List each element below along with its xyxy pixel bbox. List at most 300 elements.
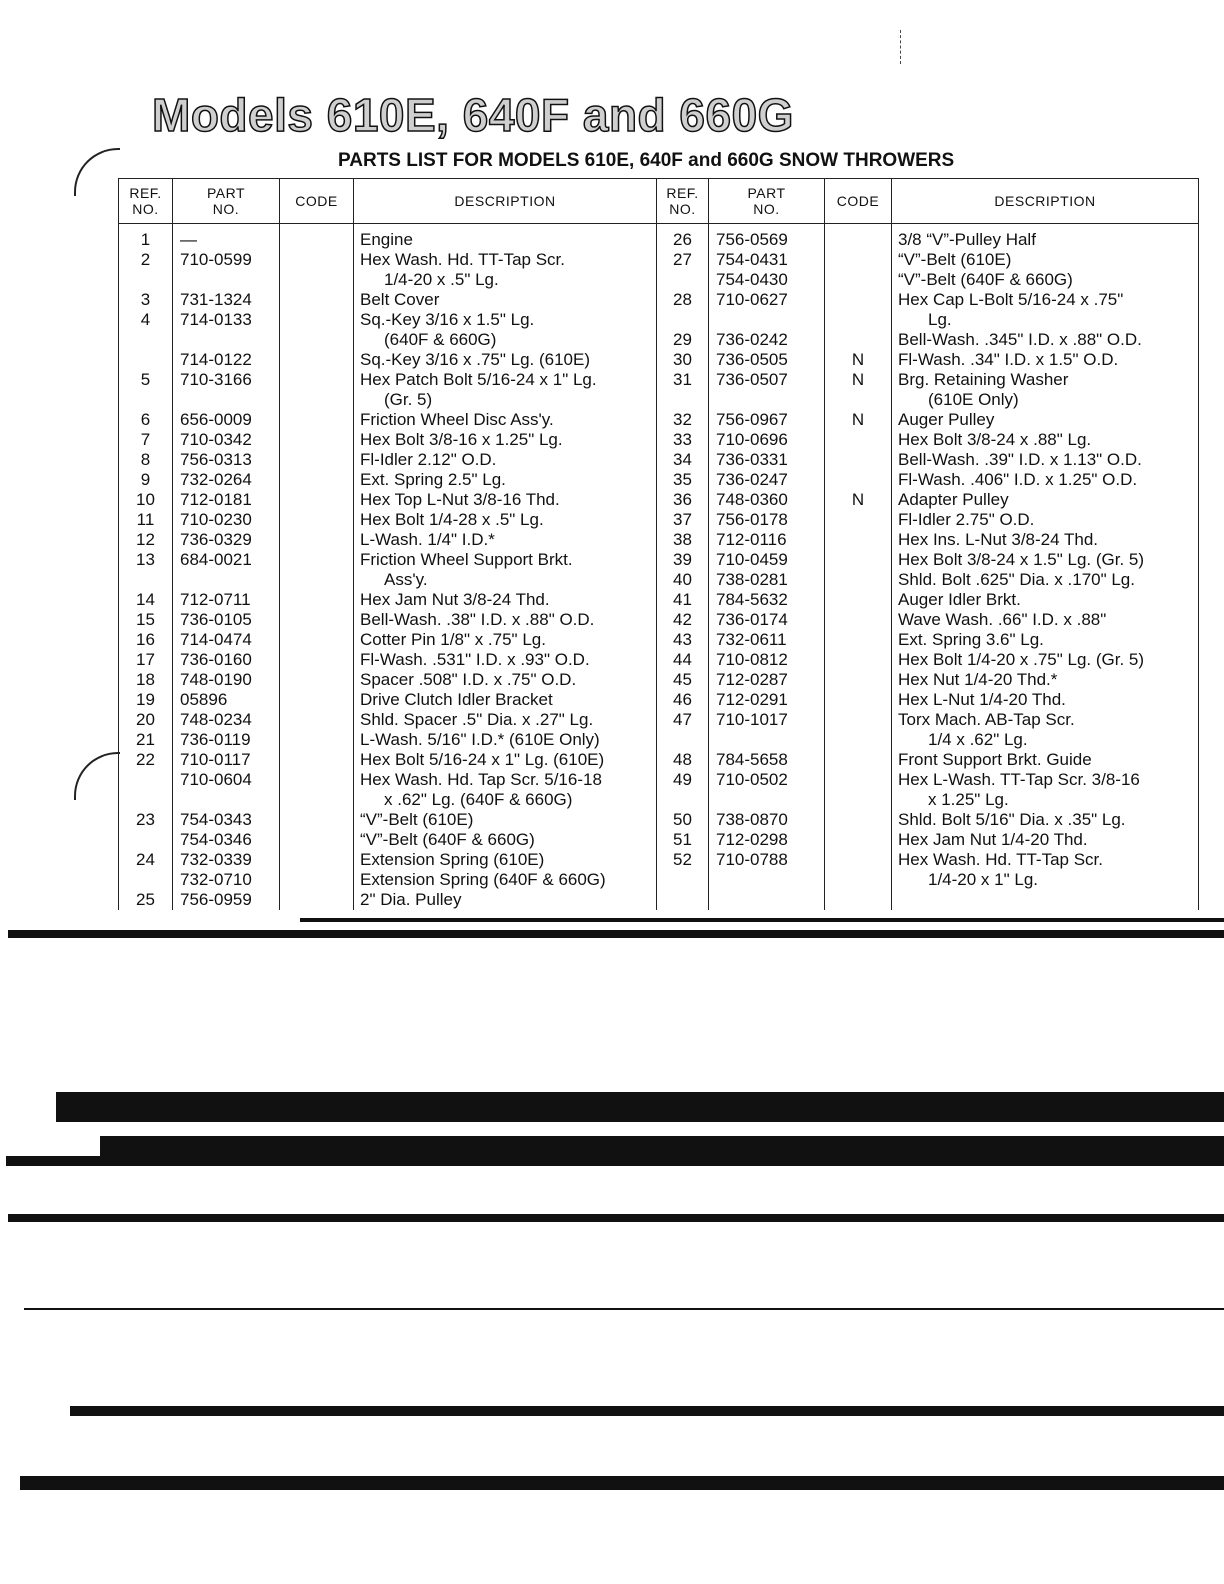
description-cell: Hex Nut 1/4-20 Thd.* <box>892 670 1199 690</box>
ref-no-cell: 3 <box>119 290 173 310</box>
code-cell <box>825 710 892 730</box>
parts-list-subtitle: PARTS LIST FOR MODELS 610E, 640F and 660G SNOW THROWERS <box>338 150 955 171</box>
code-cell <box>280 290 354 310</box>
ref-no-cell: 32 <box>657 410 709 430</box>
description-cell: Fl-Wash. .406" I.D. x 1.25" O.D. <box>892 470 1199 490</box>
description-cell: Shld. Bolt .625" Dia. x .170" Lg. <box>892 570 1199 590</box>
description-cell: Hex Bolt 3/8-24 x 1.5" Lg. (Gr. 5) <box>892 550 1199 570</box>
part-no-cell: 710-0627 <box>709 290 825 310</box>
scan-rule <box>100 1136 1224 1156</box>
code-cell <box>280 590 354 610</box>
code-cell <box>825 470 892 490</box>
code-cell <box>825 610 892 630</box>
part-no-cell <box>173 390 280 410</box>
ref-no-cell: 9 <box>119 470 173 490</box>
part-no-cell <box>709 790 825 810</box>
part-no-cell: 736-0331 <box>709 450 825 470</box>
code-cell <box>825 450 892 470</box>
code-cell <box>280 790 354 810</box>
ref-no-cell: 43 <box>657 630 709 650</box>
description-cell: (610E Only) <box>892 390 1199 410</box>
part-no-cell: 756-0313 <box>173 450 280 470</box>
code-cell <box>280 330 354 350</box>
part-no-cell: 710-3166 <box>173 370 280 390</box>
ref-no-cell: 33 <box>657 430 709 450</box>
code-cell <box>825 750 892 770</box>
code-cell <box>280 870 354 890</box>
ref-no-cell: 16 <box>119 630 173 650</box>
code-cell <box>825 790 892 810</box>
code-cell <box>280 850 354 870</box>
table-row <box>119 770 1199 790</box>
part-no-cell: 710-0788 <box>709 850 825 870</box>
table-row <box>119 470 1199 490</box>
table-row <box>119 830 1199 850</box>
ref-no-cell: 34 <box>657 450 709 470</box>
description-cell: 1/4-20 x 1" Lg. <box>892 870 1199 890</box>
code-cell <box>825 550 892 570</box>
part-no-cell: 736-0329 <box>173 530 280 550</box>
description-cell: x .62" Lg. (640F & 660G) <box>354 790 657 810</box>
part-no-cell: 656-0009 <box>173 410 280 430</box>
part-no-cell: 736-0160 <box>173 650 280 670</box>
ref-no-cell <box>657 730 709 750</box>
ref-no-cell: 36 <box>657 490 709 510</box>
description-cell: Hex Ins. L-Nut 3/8-24 Thd. <box>892 530 1199 550</box>
description-cell: Hex L-Nut 1/4-20 Thd. <box>892 690 1199 710</box>
code-cell <box>280 630 354 650</box>
part-no-cell: 714-0122 <box>173 350 280 370</box>
ref-no-cell <box>657 270 709 290</box>
code-cell <box>825 830 892 850</box>
description-cell: Adapter Pulley <box>892 490 1199 510</box>
part-no-cell: 736-0105 <box>173 610 280 630</box>
ref-no-cell: 15 <box>119 610 173 630</box>
part-no-cell: 748-0190 <box>173 670 280 690</box>
description-cell: 1/4-20 x .5" Lg. <box>354 270 657 290</box>
scan-rule <box>8 1214 1224 1222</box>
table-row <box>119 810 1199 830</box>
description-cell: Hex Top L-Nut 3/8-16 Thd. <box>354 490 657 510</box>
ref-no-cell <box>119 350 173 370</box>
ref-no-cell: 7 <box>119 430 173 450</box>
header-code-right: CODE <box>825 179 892 224</box>
description-cell: Auger Idler Brkt. <box>892 590 1199 610</box>
description-cell: Hex Cap L-Bolt 5/16-24 x .75" <box>892 290 1199 310</box>
description-cell: Engine <box>354 230 657 250</box>
ref-no-cell: 27 <box>657 250 709 270</box>
description-cell: Bell-Wash. .345" I.D. x .88" O.D. <box>892 330 1199 350</box>
code-cell <box>825 530 892 550</box>
ref-no-cell: 17 <box>119 650 173 670</box>
part-no-cell: 736-0247 <box>709 470 825 490</box>
description-cell: x 1.25" Lg. <box>892 790 1199 810</box>
code-cell <box>280 650 354 670</box>
part-no-cell: 731-1324 <box>173 290 280 310</box>
part-no-cell: 710-0342 <box>173 430 280 450</box>
table-row <box>119 890 1199 910</box>
ref-no-cell: 52 <box>657 850 709 870</box>
table-row <box>119 230 1199 250</box>
part-no-cell: 754-0346 <box>173 830 280 850</box>
description-cell: L-Wash. 1/4" I.D.* <box>354 530 657 550</box>
description-cell: Bell-Wash. .39" I.D. x 1.13" O.D. <box>892 450 1199 470</box>
scan-rule <box>6 1156 1224 1166</box>
ref-no-cell: 12 <box>119 530 173 550</box>
table-row <box>119 750 1199 770</box>
table-row <box>119 330 1199 350</box>
description-cell: “V”-Belt (640F & 660G) <box>354 830 657 850</box>
description-cell: Bell-Wash. .38" I.D. x .88" O.D. <box>354 610 657 630</box>
table-row <box>119 530 1199 550</box>
ref-no-cell: 21 <box>119 730 173 750</box>
code-cell <box>280 890 354 910</box>
code-cell <box>825 770 892 790</box>
code-cell <box>280 230 354 250</box>
description-cell: Hex Bolt 3/8-16 x 1.25" Lg. <box>354 430 657 450</box>
part-no-cell: 736-0242 <box>709 330 825 350</box>
ref-no-cell: 41 <box>657 590 709 610</box>
table-row <box>119 350 1199 370</box>
description-cell: “V”-Belt (610E) <box>354 810 657 830</box>
part-no-cell: 712-0116 <box>709 530 825 550</box>
code-cell <box>280 310 354 330</box>
part-no-cell: 05896 <box>173 690 280 710</box>
ref-no-cell <box>657 890 709 910</box>
description-cell: L-Wash. 5/16" I.D.* (610E Only) <box>354 730 657 750</box>
ref-no-cell: 44 <box>657 650 709 670</box>
code-cell <box>280 510 354 530</box>
description-cell: Hex Bolt 3/8-24 x .88" Lg. <box>892 430 1199 450</box>
ref-no-cell: 37 <box>657 510 709 530</box>
code-cell <box>825 250 892 270</box>
code-cell <box>825 510 892 530</box>
table-row <box>119 730 1199 750</box>
ref-no-cell: 24 <box>119 850 173 870</box>
part-no-cell <box>173 330 280 350</box>
ref-no-cell: 22 <box>119 750 173 770</box>
ref-no-cell: 47 <box>657 710 709 730</box>
code-cell <box>280 530 354 550</box>
description-cell: Brg. Retaining Washer <box>892 370 1199 390</box>
part-no-cell: 714-0474 <box>173 630 280 650</box>
ref-no-cell: 26 <box>657 230 709 250</box>
part-no-cell: 710-0230 <box>173 510 280 530</box>
ref-no-cell: 11 <box>119 510 173 530</box>
header-code-left: CODE <box>280 179 354 224</box>
description-cell: 1/4 x .62" Lg. <box>892 730 1199 750</box>
part-no-cell: 732-0264 <box>173 470 280 490</box>
part-no-cell: 736-0119 <box>173 730 280 750</box>
part-no-cell: 710-0812 <box>709 650 825 670</box>
ref-no-cell <box>119 270 173 290</box>
code-cell <box>825 590 892 610</box>
page-title: Models 610E, 640F and 660G <box>152 89 794 141</box>
description-cell: Fl-Wash. .34" I.D. x 1.5" O.D. <box>892 350 1199 370</box>
code-cell <box>825 330 892 350</box>
code-cell <box>825 870 892 890</box>
ref-no-cell: 48 <box>657 750 709 770</box>
description-cell: Fl-Idler 2.75" O.D. <box>892 510 1199 530</box>
description-cell: Ass'y. <box>354 570 657 590</box>
table-row <box>119 570 1199 590</box>
part-no-cell: 714-0133 <box>173 310 280 330</box>
part-no-cell <box>173 570 280 590</box>
part-no-cell <box>709 870 825 890</box>
code-cell <box>280 370 354 390</box>
part-no-cell: 736-0507 <box>709 370 825 390</box>
ref-no-cell: 39 <box>657 550 709 570</box>
header-description-left: DESCRIPTION <box>354 179 657 224</box>
description-cell: Hex Patch Bolt 5/16-24 x 1" Lg. <box>354 370 657 390</box>
margin-tick-mark <box>900 30 902 64</box>
ref-no-cell: 23 <box>119 810 173 830</box>
part-no-cell: 754-0431 <box>709 250 825 270</box>
code-cell <box>825 690 892 710</box>
ref-no-cell: 14 <box>119 590 173 610</box>
description-cell: Hex Wash. Hd. Tap Scr. 5/16-18 <box>354 770 657 790</box>
description-cell: Lg. <box>892 310 1199 330</box>
table-row <box>119 650 1199 670</box>
ref-no-cell: 10 <box>119 490 173 510</box>
code-cell <box>280 810 354 830</box>
ref-no-cell: 13 <box>119 550 173 570</box>
description-cell: Auger Pulley <box>892 410 1199 430</box>
ref-no-cell: 28 <box>657 290 709 310</box>
table-row <box>119 510 1199 530</box>
description-cell: Hex Jam Nut 1/4-20 Thd. <box>892 830 1199 850</box>
ref-no-cell: 51 <box>657 830 709 850</box>
code-cell <box>280 690 354 710</box>
part-no-cell: 784-5632 <box>709 590 825 610</box>
table-row <box>119 850 1199 870</box>
ref-no-cell <box>657 790 709 810</box>
ref-no-cell: 49 <box>657 770 709 790</box>
code-cell <box>825 570 892 590</box>
scan-rule <box>24 1308 1224 1310</box>
description-cell: Friction Wheel Disc Ass'y. <box>354 410 657 430</box>
part-no-cell: 736-0174 <box>709 610 825 630</box>
part-no-cell: 748-0360 <box>709 490 825 510</box>
code-cell <box>280 610 354 630</box>
description-cell <box>892 890 1199 910</box>
header-part-no-left: PART NO. <box>173 179 280 224</box>
table-row <box>119 410 1199 430</box>
ref-no-cell <box>119 330 173 350</box>
part-no-cell: 710-0459 <box>709 550 825 570</box>
code-cell <box>280 570 354 590</box>
ref-no-cell: 1 <box>119 230 173 250</box>
part-no-cell: 710-0696 <box>709 430 825 450</box>
part-no-cell: 738-0281 <box>709 570 825 590</box>
table-row <box>119 870 1199 890</box>
table-row <box>119 390 1199 410</box>
ref-no-cell: 4 <box>119 310 173 330</box>
ref-no-cell: 6 <box>119 410 173 430</box>
code-cell <box>825 230 892 250</box>
binder-hole-middle <box>74 752 120 800</box>
ref-no-cell: 30 <box>657 350 709 370</box>
description-cell: 3/8 “V”-Pulley Half <box>892 230 1199 250</box>
part-no-cell: 710-0502 <box>709 770 825 790</box>
ref-no-cell: 20 <box>119 710 173 730</box>
scan-rule <box>8 930 1224 938</box>
description-cell: Shld. Bolt 5/16" Dia. x .35" Lg. <box>892 810 1199 830</box>
code-cell <box>280 730 354 750</box>
ref-no-cell: 35 <box>657 470 709 490</box>
part-no-cell <box>709 390 825 410</box>
description-cell: 2" Dia. Pulley <box>354 890 657 910</box>
part-no-cell: 732-0339 <box>173 850 280 870</box>
description-cell: Sq.-Key 3/16 x 1.5" Lg. <box>354 310 657 330</box>
header-part-no-right: PART NO. <box>709 179 825 224</box>
code-cell <box>825 630 892 650</box>
part-no-cell: 736-0505 <box>709 350 825 370</box>
code-cell <box>280 670 354 690</box>
part-no-cell: 710-0117 <box>173 750 280 770</box>
table-header-row <box>119 179 1199 224</box>
part-no-cell: 748-0234 <box>173 710 280 730</box>
ref-no-cell: 29 <box>657 330 709 350</box>
code-cell <box>280 350 354 370</box>
table-row <box>119 270 1199 290</box>
ref-no-cell: 2 <box>119 250 173 270</box>
code-cell <box>280 250 354 270</box>
code-cell <box>280 430 354 450</box>
description-cell: Hex Bolt 1/4-20 x .75" Lg. (Gr. 5) <box>892 650 1199 670</box>
table-row <box>119 290 1199 310</box>
scan-rule <box>20 1476 1224 1490</box>
table-row <box>119 550 1199 570</box>
description-cell: Cotter Pin 1/8" x .75" Lg. <box>354 630 657 650</box>
description-cell: Wave Wash. .66" I.D. x .88" <box>892 610 1199 630</box>
part-no-cell <box>709 890 825 910</box>
table-row <box>119 690 1199 710</box>
header-ref-no-right: REF. NO. <box>657 179 709 224</box>
description-cell: Friction Wheel Support Brkt. <box>354 550 657 570</box>
code-cell <box>825 650 892 670</box>
ref-no-cell: 42 <box>657 610 709 630</box>
ref-no-cell: 31 <box>657 370 709 390</box>
parts-list-body <box>119 224 1199 911</box>
description-cell: Ext. Spring 3.6" Lg. <box>892 630 1199 650</box>
ref-no-cell <box>119 390 173 410</box>
part-no-cell: 710-0604 <box>173 770 280 790</box>
code-cell <box>280 830 354 850</box>
description-cell: Extension Spring (640F & 660G) <box>354 870 657 890</box>
ref-no-cell: 50 <box>657 810 709 830</box>
description-cell: Spacer .508" I.D. x .75" O.D. <box>354 670 657 690</box>
ref-no-cell <box>657 870 709 890</box>
description-cell: “V”-Belt (640F & 660G) <box>892 270 1199 290</box>
description-cell: Hex Bolt 5/16-24 x 1" Lg. (610E) <box>354 750 657 770</box>
code-cell <box>825 270 892 290</box>
header-ref-no-left: REF. NO. <box>119 179 173 224</box>
scan-rule <box>70 1406 1224 1416</box>
code-cell <box>825 890 892 910</box>
part-no-cell: 712-0291 <box>709 690 825 710</box>
ref-no-cell: 18 <box>119 670 173 690</box>
part-no-cell: 710-1017 <box>709 710 825 730</box>
table-row <box>119 250 1199 270</box>
description-cell: Torx Mach. AB-Tap Scr. <box>892 710 1199 730</box>
parts-list-table <box>118 178 1199 910</box>
ref-no-cell: 5 <box>119 370 173 390</box>
table-row <box>119 370 1199 390</box>
code-cell <box>825 670 892 690</box>
table-row <box>119 790 1199 810</box>
part-no-cell <box>173 790 280 810</box>
description-cell: Hex Wash. Hd. TT-Tap Scr. <box>354 250 657 270</box>
description-cell: Belt Cover <box>354 290 657 310</box>
code-cell <box>280 770 354 790</box>
code-cell <box>825 730 892 750</box>
code-cell: N <box>825 370 892 390</box>
code-cell <box>825 430 892 450</box>
header-description-right: DESCRIPTION <box>892 179 1199 224</box>
description-cell: Shld. Spacer .5" Dia. x .27" Lg. <box>354 710 657 730</box>
description-cell: Extension Spring (610E) <box>354 850 657 870</box>
code-cell: N <box>825 410 892 430</box>
table-row <box>119 630 1199 650</box>
part-no-cell: 754-0430 <box>709 270 825 290</box>
part-no-cell: 732-0710 <box>173 870 280 890</box>
table-row <box>119 610 1199 630</box>
code-cell <box>280 490 354 510</box>
ref-no-cell: 8 <box>119 450 173 470</box>
part-no-cell: 684-0021 <box>173 550 280 570</box>
ref-no-cell: 45 <box>657 670 709 690</box>
description-cell: (Gr. 5) <box>354 390 657 410</box>
part-no-cell: 754-0343 <box>173 810 280 830</box>
ref-no-cell <box>119 830 173 850</box>
part-no-cell: 712-0287 <box>709 670 825 690</box>
code-cell <box>825 390 892 410</box>
part-no-cell <box>709 730 825 750</box>
description-cell: Drive Clutch Idler Bracket <box>354 690 657 710</box>
ref-no-cell <box>119 790 173 810</box>
description-cell: Fl-Wash. .531" I.D. x .93" O.D. <box>354 650 657 670</box>
table-row <box>119 310 1199 330</box>
code-cell <box>280 410 354 430</box>
ref-no-cell <box>657 390 709 410</box>
binder-hole-top <box>74 148 120 196</box>
code-cell <box>280 550 354 570</box>
table-row <box>119 590 1199 610</box>
part-no-cell: 712-0298 <box>709 830 825 850</box>
part-no-cell: 756-0569 <box>709 230 825 250</box>
part-no-cell: 756-0178 <box>709 510 825 530</box>
part-no-cell: 756-0967 <box>709 410 825 430</box>
code-cell <box>825 290 892 310</box>
code-cell <box>280 750 354 770</box>
table-row <box>119 710 1199 730</box>
code-cell <box>280 450 354 470</box>
part-no-cell: 712-0181 <box>173 490 280 510</box>
scan-rule <box>56 1092 1224 1122</box>
code-cell: N <box>825 350 892 370</box>
table-row <box>119 430 1199 450</box>
part-no-cell: 732-0611 <box>709 630 825 650</box>
part-no-cell: 738-0870 <box>709 810 825 830</box>
ref-no-cell: 25 <box>119 890 173 910</box>
description-cell: “V”-Belt (610E) <box>892 250 1199 270</box>
description-cell: Hex Jam Nut 3/8-24 Thd. <box>354 590 657 610</box>
ref-no-cell: 19 <box>119 690 173 710</box>
description-cell: Hex Wash. Hd. TT-Tap Scr. <box>892 850 1199 870</box>
ref-no-cell: 40 <box>657 570 709 590</box>
ref-no-cell <box>119 570 173 590</box>
